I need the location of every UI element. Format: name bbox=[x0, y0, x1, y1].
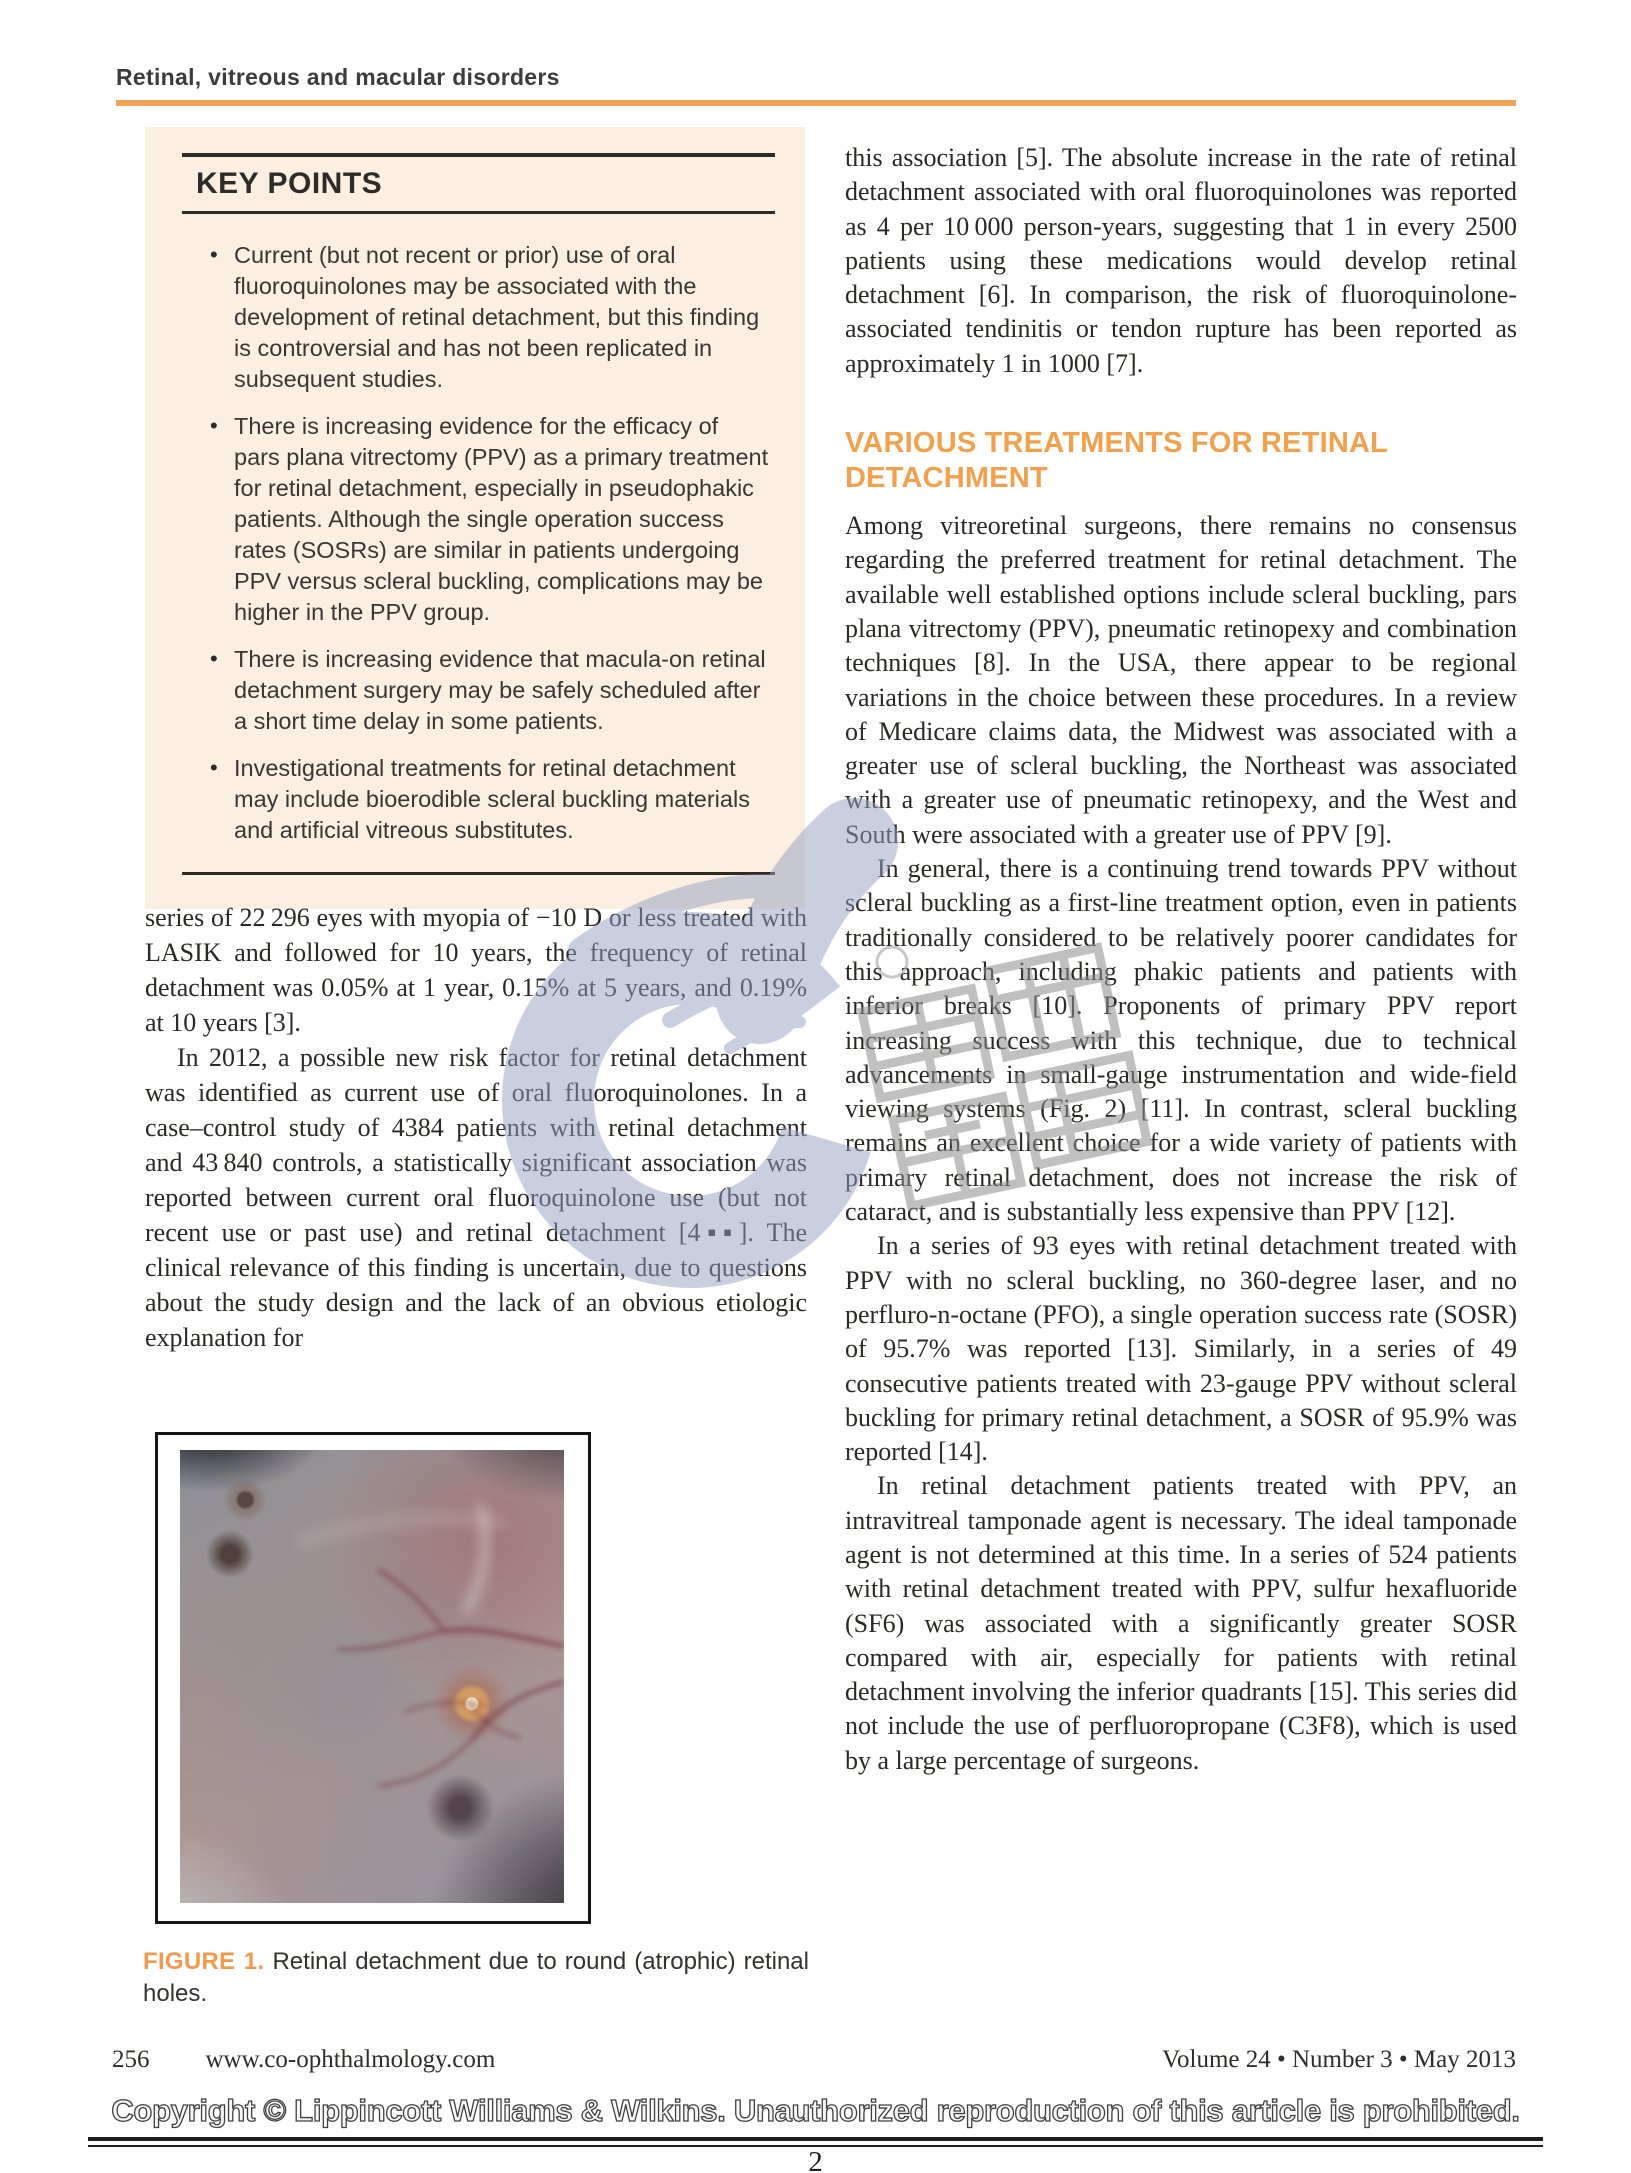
key-point-item bbox=[210, 644, 769, 737]
fundus-photo bbox=[180, 1450, 564, 1903]
page-footer bbox=[112, 2046, 1516, 2074]
left-column bbox=[145, 900, 807, 1355]
key-point-item bbox=[210, 240, 769, 395]
key-point-text: There is increasing evidence that macula-on retinal detachment surgery may be safely scheduled after a short time delay in some patients. bbox=[234, 646, 766, 734]
body-paragraph: In a series of 93 eyes with retinal detachment treated with PPV with no scleral buckling, no 360-degree laser, and no perfluro-n-octane (PFO), a single operation success rate (SOSR) of 95.7% was reported [13]. Similarly, in a series of 49 consecutive patients treated with 23-gauge PPV without scleral buckling for primary retinal detachment, a SOSR of 95.9% was reported [14]. bbox=[845, 1231, 1517, 1467]
key-points-top-rule bbox=[182, 153, 775, 157]
key-points-bottom-rule bbox=[182, 872, 775, 875]
retinal-vessels-overlay bbox=[180, 1450, 564, 1903]
body-paragraph: In 2012, a possible new risk factor for retinal detachment was identified as current use of oral fluoroquinolones. In a case–control study of 4384 patients with retinal detachment and 43 840 controls, a statistically significant association was reported between current oral fluoroquinolone use (but not recent use or past use) and retinal detachment [4▪▪]. The clinical relevance of this finding is uncertain, due to questions about the study design and the lack of an obvious etiologic explanation for bbox=[145, 1043, 807, 1352]
header-orange-rule bbox=[116, 100, 1516, 106]
key-point-text: Investigational treatments for retinal detachment may include bioerodible scleral buckling materials and artificial vitreous substitutes. bbox=[234, 755, 750, 843]
running-head: Retinal, vitreous and macular disorders bbox=[116, 64, 560, 90]
key-points-list bbox=[182, 240, 775, 846]
journal-url-link[interactable]: www.co-ophthalmology.com bbox=[205, 2046, 496, 2073]
bullet-icon: • bbox=[210, 755, 218, 780]
bullet-icon: • bbox=[210, 413, 218, 438]
key-point-text: There is increasing evidence for the efficacy of pars plana vitrectomy (PPV) as a primary treatment for retinal detachment, especially in pseudophakic patients. Although the single operation success rates (SOSRs) are similar in patients undergoing PPV versus scleral buckling, complications may be higher in the PPV group. bbox=[234, 413, 769, 625]
figure-label: FIGURE 1. bbox=[143, 1948, 265, 1975]
figure-caption-text: Retinal detachment due to round (atrophic) retinal holes. bbox=[143, 1948, 809, 2007]
key-points-box bbox=[145, 127, 805, 909]
right-column bbox=[845, 141, 1517, 1778]
body-paragraph: series of 22 296 eyes with myopia of −10 D or less treated with LASIK and followed for 10 years, the frequency of retinal detachment was 0.05% at 1 year, 0.15% at 5 years, and 0.19% at 10 years [3]. bbox=[145, 903, 807, 1037]
copyright-notice: Copyright © Lippincott Williams & Wilkins. Unauthorized reproduction of this article is prohibited. bbox=[111, 2093, 1520, 2128]
bullet-icon: • bbox=[210, 242, 218, 267]
figure-frame bbox=[155, 1432, 591, 1924]
issue-info: Volume 24 • Number 3 • May 2013 bbox=[1162, 2046, 1516, 2073]
key-points-mid-rule bbox=[182, 211, 775, 214]
key-point-text: Current (but not recent or prior) use of oral fluoroquinolones may be associated with the development of retinal detachment, but this finding is controversial and has not been replicated in subsequent studies. bbox=[234, 242, 760, 392]
body-paragraph: Among vitreoretinal surgeons, there remains no consensus regarding the preferred treatment for retinal detachment. The available well established options include scleral buckling, pars plana vitrectomy (PPV), pneumatic retinopexy and combination techniques [8]. In the USA, there appear to be regional variations in the choice between these procedures. In a review of Medicare claims data, the Midwest was associated with a greater use of scleral buckling, the Northeast was associated with a greater use of pneumatic retinopexy, and the West and South were associated with a greater use of PPV [9]. bbox=[845, 511, 1517, 849]
figure-caption bbox=[143, 1946, 809, 2010]
footer-page-number: 256 bbox=[112, 2046, 150, 2073]
key-points-title: KEY POINTS bbox=[196, 167, 383, 200]
key-point-item bbox=[210, 753, 769, 846]
body-paragraph: In retinal detachment patients treated with PPV, an intravitreal tamponade agent is necessary. The ideal tamponade agent is not determined at this time. In a series of 524 patients with retinal detachment treated with PPV, sulfur hexafluoride (SF6) was associated with a significantly greater SOSR compared with air, especially for patients with retinal detachment involving the inferior quadrants [15]. This series did not include the use of perfluoropropane (C3F8), which is used by a large percentage of surgeons. bbox=[845, 1471, 1517, 1775]
body-paragraph: In general, there is a continuing trend towards PPV without scleral buckling as a first-line treatment option, even in patients traditionally considered to be relatively poorer candidates for this approach, including phakic patients and patients with inferior breaks [10]. Proponents of primary PPV report increasing success with this technique, due to technical advancements in small-gauge instrumentation and wide-field viewing systems (Fig. 2) [11]. In contrast, scleral buckling remains an excellent choice for a wide variety of patients with primary retinal detachment, does not increase the risk of cataract, and is substantially less expensive than PPV [12]. bbox=[845, 854, 1517, 1227]
body-paragraph: this association [5]. The absolute increase in the rate of retinal detachment associated with oral fluoroquinolones was reported as 4 per 10 000 person-years, suggesting that 1 in every 2500 patients using these medications would develop retinal detachment [6]. In comparison, the risk of fluoroquinolone-associated tendinitis or tendon rupture has been reported as approximately 1 in 1000 [7]. bbox=[845, 143, 1517, 378]
section-heading: VARIOUS TREATMENTS FOR RETINAL DETACHMENT bbox=[845, 427, 1388, 495]
key-point-item bbox=[210, 411, 769, 628]
bottom-page-number: 2 bbox=[808, 2146, 823, 2173]
bullet-icon: • bbox=[210, 646, 218, 671]
